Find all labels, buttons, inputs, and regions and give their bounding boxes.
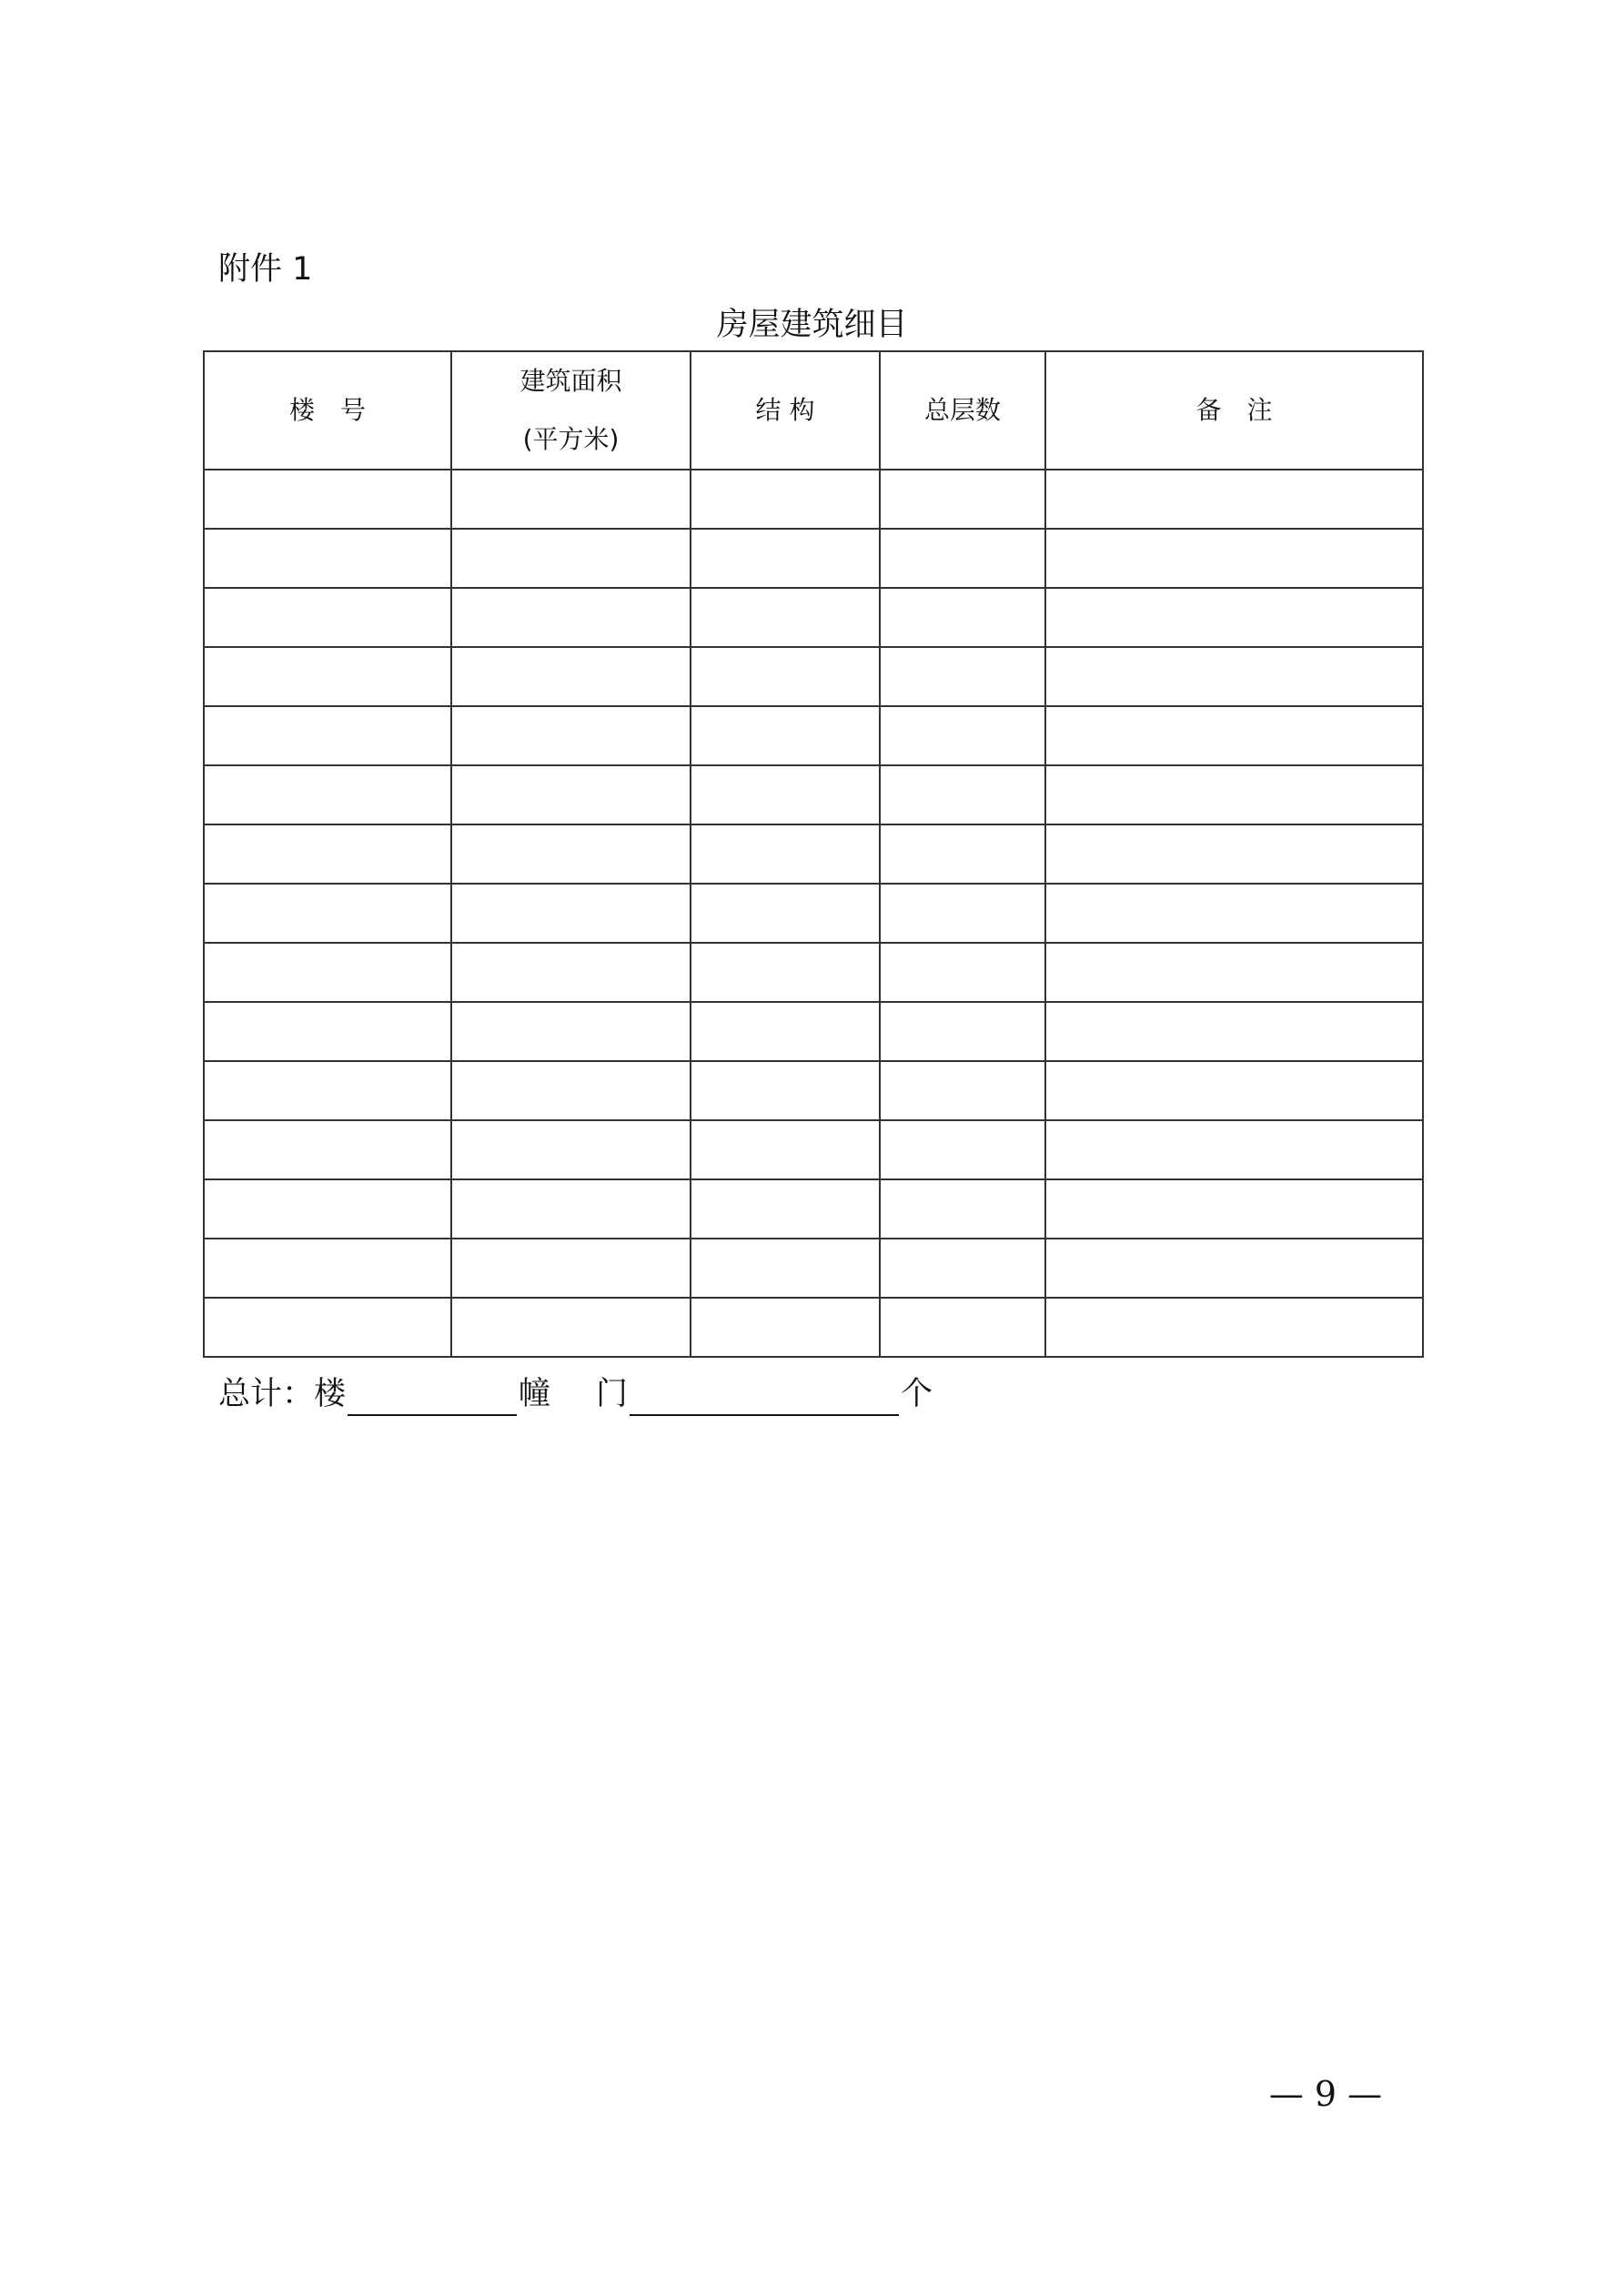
floors-cell[interactable] — [880, 884, 1045, 943]
floors-cell[interactable] — [880, 1179, 1045, 1239]
building-no-cell[interactable] — [204, 588, 451, 647]
remarks-cell[interactable] — [1045, 1061, 1423, 1120]
remarks-cell[interactable] — [1045, 824, 1423, 884]
area-cell[interactable] — [451, 1061, 691, 1120]
total-line — [218, 1372, 933, 1416]
table-row — [204, 470, 1423, 529]
remarks-cell[interactable] — [1045, 647, 1423, 706]
remarks-cell[interactable] — [1045, 1298, 1423, 1357]
table-row — [204, 824, 1423, 884]
building-detail-table — [203, 350, 1424, 1358]
area-cell[interactable] — [451, 943, 691, 1002]
building-unit: 幢 — [519, 1376, 551, 1412]
structure-cell[interactable] — [691, 1002, 880, 1061]
remarks-cell[interactable] — [1045, 706, 1423, 765]
page-number: — 9 — — [1268, 2074, 1383, 2114]
remarks-cell[interactable] — [1045, 943, 1423, 1002]
remarks-cell[interactable] — [1045, 529, 1423, 588]
table-header-row — [204, 351, 1423, 470]
structure-cell[interactable] — [691, 647, 880, 706]
table-row — [204, 588, 1423, 647]
area-cell[interactable] — [451, 1120, 691, 1179]
building-no-cell[interactable] — [204, 1298, 451, 1357]
table-row — [204, 943, 1423, 1002]
remarks-cell[interactable] — [1045, 1002, 1423, 1061]
header-area-unit: (平方米) — [522, 424, 620, 454]
floors-cell[interactable] — [880, 647, 1045, 706]
floors-cell[interactable] — [880, 529, 1045, 588]
building-no-cell[interactable] — [204, 765, 451, 824]
building-no-cell[interactable] — [204, 824, 451, 884]
building-no-cell[interactable] — [204, 1179, 451, 1239]
header-building-no: 楼 号 — [204, 351, 451, 470]
remarks-cell[interactable] — [1045, 588, 1423, 647]
structure-cell[interactable] — [691, 588, 880, 647]
floors-cell[interactable] — [880, 588, 1045, 647]
structure-cell[interactable] — [691, 1179, 880, 1239]
floors-cell[interactable] — [880, 1298, 1045, 1357]
building-no-cell[interactable] — [204, 470, 451, 529]
area-cell[interactable] — [451, 1239, 691, 1298]
structure-cell[interactable] — [691, 1239, 880, 1298]
table-row — [204, 647, 1423, 706]
structure-cell[interactable] — [691, 1120, 880, 1179]
area-cell[interactable] — [451, 1298, 691, 1357]
floors-cell[interactable] — [880, 706, 1045, 765]
floors-cell[interactable] — [880, 765, 1045, 824]
area-cell[interactable] — [451, 1002, 691, 1061]
header-structure: 结 构 — [691, 351, 880, 470]
area-cell[interactable] — [451, 824, 691, 884]
structure-cell[interactable] — [691, 1298, 880, 1357]
remarks-cell[interactable] — [1045, 1179, 1423, 1239]
building-no-cell[interactable] — [204, 529, 451, 588]
building-no-cell[interactable] — [204, 943, 451, 1002]
floors-cell[interactable] — [880, 1120, 1045, 1179]
building-no-cell[interactable] — [204, 1002, 451, 1061]
header-total-floors: 总层数 — [880, 351, 1045, 470]
area-cell[interactable] — [451, 647, 691, 706]
document-title: 房屋建筑细目 — [716, 307, 908, 343]
area-cell[interactable] — [451, 1179, 691, 1239]
structure-cell[interactable] — [691, 1061, 880, 1120]
door-unit: 个 — [901, 1376, 933, 1412]
total-prefix: 总计：楼 — [218, 1376, 347, 1412]
structure-cell[interactable] — [691, 824, 880, 884]
table-row — [204, 529, 1423, 588]
table-body — [204, 470, 1423, 1357]
table-row — [204, 884, 1423, 943]
area-cell[interactable] — [451, 588, 691, 647]
remarks-cell[interactable] — [1045, 884, 1423, 943]
header-remarks: 备 注 — [1045, 351, 1423, 470]
table-row — [204, 706, 1423, 765]
table-row — [204, 1002, 1423, 1061]
building-no-cell[interactable] — [204, 647, 451, 706]
structure-cell[interactable] — [691, 706, 880, 765]
building-no-cell[interactable] — [204, 706, 451, 765]
building-no-cell[interactable] — [204, 1239, 451, 1298]
header-building-area — [451, 351, 691, 470]
remarks-cell[interactable] — [1045, 470, 1423, 529]
table-row — [204, 1061, 1423, 1120]
building-no-cell[interactable] — [204, 1061, 451, 1120]
area-cell[interactable] — [451, 706, 691, 765]
header-area-label: 建筑面积 — [519, 366, 622, 396]
structure-cell[interactable] — [691, 765, 880, 824]
structure-cell[interactable] — [691, 529, 880, 588]
structure-cell[interactable] — [691, 470, 880, 529]
area-cell[interactable] — [451, 470, 691, 529]
building-count-blank[interactable] — [348, 1378, 517, 1416]
door-label: 门 — [596, 1376, 629, 1412]
structure-cell[interactable] — [691, 884, 880, 943]
remarks-cell[interactable] — [1045, 765, 1423, 824]
table-row — [204, 765, 1423, 824]
floors-cell[interactable] — [880, 1061, 1045, 1120]
building-no-cell[interactable] — [204, 1120, 451, 1179]
area-cell[interactable] — [451, 765, 691, 824]
building-no-cell[interactable] — [204, 884, 451, 943]
floors-cell[interactable] — [880, 824, 1045, 884]
floors-cell[interactable] — [880, 470, 1045, 529]
structure-cell[interactable] — [691, 943, 880, 1002]
attachment-label: 附件 1 — [218, 251, 313, 288]
area-cell[interactable] — [451, 884, 691, 943]
remarks-cell[interactable] — [1045, 1120, 1423, 1179]
floors-cell[interactable] — [880, 1239, 1045, 1298]
table-row — [204, 1120, 1423, 1179]
table-row — [204, 1179, 1423, 1239]
floors-cell[interactable] — [880, 1002, 1045, 1061]
door-count-blank[interactable] — [630, 1378, 899, 1416]
remarks-cell[interactable] — [1045, 1239, 1423, 1298]
floors-cell[interactable] — [880, 943, 1045, 1002]
table-row — [204, 1298, 1423, 1357]
table-row — [204, 1239, 1423, 1298]
area-cell[interactable] — [451, 529, 691, 588]
